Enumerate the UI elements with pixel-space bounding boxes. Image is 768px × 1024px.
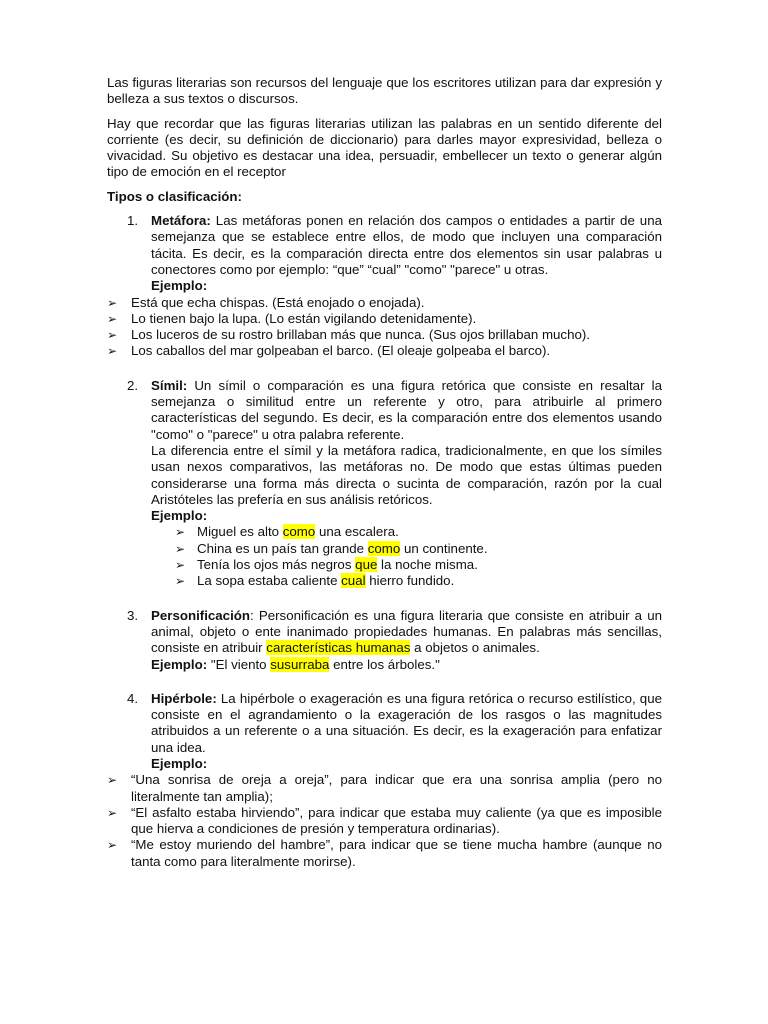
list-item-text: Los caballos del mar golpeaban el barco. (El oleaje golpeaba el barco).: [131, 343, 551, 359]
highlighted-word: cual: [341, 573, 366, 589]
list-item: [107, 772, 662, 805]
intro-paragraph-1: Las figuras literarias son recursos del lenguaje que los escritores utilizan para dar expresión y belleza a sus textos o discursos.: [107, 75, 662, 107]
list-item: [107, 805, 662, 838]
list-item-text: Lo tienen bajo la lupa. (Lo están vigilando detenidamente).: [131, 310, 477, 326]
list-item: [107, 541, 662, 557]
personificacion-definition: [151, 608, 662, 657]
highlighted-word: que: [355, 557, 378, 573]
item-metafora: [107, 213, 662, 294]
list-item-text: una escalera.: [315, 524, 399, 540]
personificacion-example: [151, 657, 662, 673]
list-item-text: un continente.: [400, 540, 488, 556]
list-item: [107, 573, 662, 589]
example-label: Ejemplo:: [151, 278, 208, 294]
example-text: "El viento: [207, 656, 271, 672]
list-item: [107, 327, 662, 343]
highlighted-word: susurraba: [270, 656, 330, 672]
list-item: [107, 557, 662, 573]
highlighted-phrase: características humanas: [266, 640, 411, 656]
example-text: entre los árboles.": [329, 656, 440, 672]
highlighted-word: como: [367, 540, 401, 556]
item-simil: [107, 378, 662, 525]
arrow-bullet-icon: ➢: [107, 773, 118, 788]
arrow-bullet-icon: ➢: [107, 295, 118, 310]
list-item-text: “Me estoy muriendo del hambre”, para indicar que se tiene mucha hambre (aunque no tanta como para literalmente morirse).: [131, 837, 662, 869]
term-label: Símil:: [151, 377, 188, 393]
intro-paragraph-2: Hay que recordar que las figuras literarias utilizan las palabras en un sentido diferente del corriente (es decir, su definición de diccionario) para darles mayor expresividad, belleza o vivacidad. Su objetivo es destacar una idea, persuadir, embellecer un texto o generar algún tipo de emoción en el receptor: [107, 115, 662, 180]
list-item-text: hierro fundido.: [365, 573, 455, 589]
list-item: [107, 295, 662, 311]
metafora-definition: [151, 213, 662, 278]
arrow-bullet-icon: ➢: [107, 344, 118, 359]
term-label: Personificación: [151, 607, 251, 623]
list-item-text: “El asfalto estaba hirviendo”, para indicar que estaba muy caliente (ya que es imposible que hierva a condiciones de presión y temperatura ordinarias).: [131, 804, 662, 837]
list-item: [107, 524, 662, 540]
term-label: Hipérbole:: [151, 690, 217, 706]
item-number: 4.: [127, 690, 139, 706]
example-label: Ejemplo:: [151, 656, 208, 672]
definition-text: Las metáforas ponen en relación dos campos o entidades a partir de una semejanza que se establece entre ellos, de modo que incluyen una comparación tácita. Es decir, es la comparación directa entre dos elementos sin usar palabras u conectores como por ejemplo: “que” “cual” "como" "parece" u otras.: [151, 213, 662, 277]
list-item-text: Los luceros de su rostro brillaban más que nunca. (Sus ojos brillaban mucho).: [131, 327, 590, 343]
list-item-text: Tenía los ojos más negros: [197, 557, 356, 573]
list-item-text: Está que echa chispas. (Está enojado o enojada).: [131, 294, 425, 310]
arrow-bullet-icon: ➢: [107, 328, 118, 343]
highlighted-word: como: [282, 524, 316, 540]
term-label: Metáfora:: [151, 213, 211, 229]
arrow-bullet-icon: ➢: [175, 525, 186, 540]
example-label: Ejemplo:: [151, 508, 208, 524]
item-number: 2.: [127, 377, 139, 393]
list-item-text: La sopa estaba caliente: [197, 573, 342, 589]
definition-text: a objetos o animales.: [410, 640, 540, 656]
document-page: [107, 75, 662, 870]
example-label: Ejemplo:: [151, 755, 208, 771]
list-item: [107, 311, 662, 327]
definition-text: La hipérbole o exageración es una figura retórica o recurso estilístico, que consiste en el agrandamiento o la exageración de los rasgos o las magnitudes atribuidos a un referente o a una situación. Es decir, es la exageración para enfatizar una idea.: [151, 690, 662, 755]
arrow-bullet-icon: ➢: [107, 311, 118, 326]
hiperbole-definition: [151, 691, 662, 756]
arrow-bullet-icon: ➢: [175, 558, 186, 573]
list-item: [107, 343, 662, 359]
arrow-bullet-icon: ➢: [175, 574, 186, 589]
item-number: 1.: [127, 213, 139, 229]
simil-definition: [151, 378, 662, 443]
section-heading: Tipos o clasificación:: [107, 188, 242, 204]
definition-text: Un símil o comparación es una figura retórica que consiste en resaltar la semejanza o similitud entre un referente y otro, para atribuirle al primero características del segundo. Es decir, es la comparación entre dos elementos usando "como" o "parece" u otra palabra referente.: [151, 377, 662, 442]
item-number: 3.: [127, 607, 139, 623]
list-item-text: “Una sonrisa de oreja a oreja”, para indicar que era una sonrisa amplia (pero no literalmente tan amplia);: [131, 772, 662, 804]
list-item-text: Miguel es alto: [197, 524, 283, 540]
arrow-bullet-icon: ➢: [107, 805, 118, 820]
list-item-text: China es un país tan grande: [197, 540, 368, 556]
item-hiperbole: [107, 691, 662, 772]
list-item: [107, 837, 662, 870]
arrow-bullet-icon: ➢: [107, 838, 118, 853]
definition-text: : Personificación es una figura literaria que consiste en atribuir a un animal, objeto o ente inanimado propiedades humanas. En palabras más sencillas, consiste en atribuir: [151, 607, 662, 656]
list-item-text: la noche misma.: [377, 557, 478, 573]
arrow-bullet-icon: ➢: [175, 541, 186, 556]
simil-difference: La diferencia entre el símil y la metáfora radica, tradicionalmente, en que los símiles usan nexos comparativos, las metáforas no. De modo que estas últimas pueden considerarse una forma más directa o sucinta de comparación, razón por la cual Aristóteles las prefería en sus análisis retóricos.: [151, 442, 662, 507]
item-personificacion: [107, 608, 662, 673]
